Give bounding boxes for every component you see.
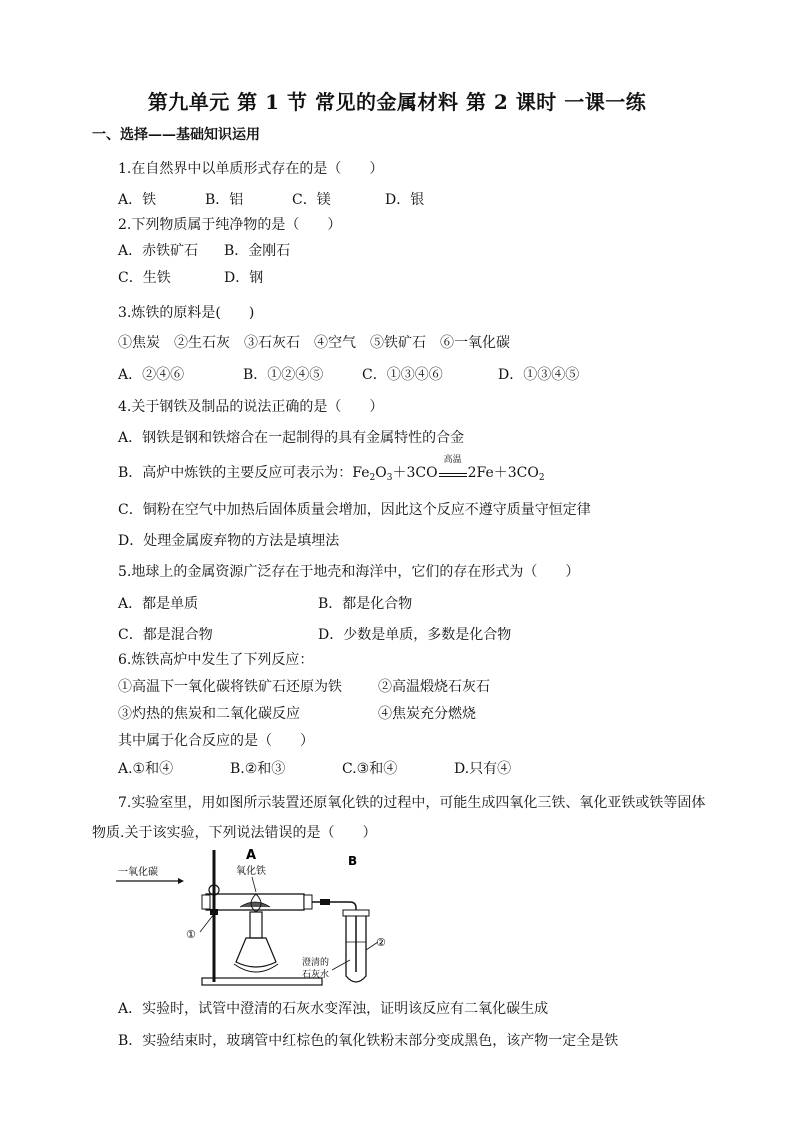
label-num-1: ① — [186, 928, 196, 941]
arrow-head — [178, 878, 184, 884]
fe2o3-pointer — [252, 877, 256, 892]
page-title: 第九单元 第 1 节 常见的金属材料 第 2 课时 一课一练 — [147, 90, 647, 114]
rubber-connector — [320, 899, 330, 905]
question-4-stem: 4.关于钢铁及制品的说法正确的是（ ） — [118, 399, 384, 415]
question-4-option-b — [118, 455, 545, 483]
figure-label-b: B — [348, 854, 358, 868]
question-6-option-a: A.①和④ — [118, 761, 174, 777]
question-2-option-b: B．金刚石 — [224, 243, 291, 259]
subscript: 2 — [369, 473, 376, 483]
limewater-label-line-2: 石灰水 — [302, 970, 330, 980]
formula-part: O — [375, 465, 387, 481]
question-1-option-c: C．镁 — [292, 192, 331, 208]
fe2o3-label: 氧化铁 — [236, 866, 266, 877]
figure-label-a: A — [246, 848, 257, 863]
question-5-option-a: A．都是单质 — [118, 596, 199, 612]
subscript: 3 — [386, 473, 393, 483]
question-3-option-d: D．①③④⑤ — [498, 367, 580, 383]
label-num-2: ② — [376, 936, 386, 949]
test-tube-stopper — [343, 910, 369, 916]
question-3-materials: ①焦炭 ②生石灰 ③石灰石 ④空气 ⑤铁矿石 ⑥一氧化碳 — [118, 335, 510, 351]
apparatus-diagram — [110, 842, 430, 990]
question-6-ask: 其中属于化合反应的是（ ） — [118, 733, 314, 749]
question-6-stem: 6.炼铁高炉中发生了下列反应： — [118, 652, 314, 668]
tube-stopper-right — [304, 895, 312, 909]
co-label: 一氧化碳 — [118, 867, 158, 878]
question-3-stem: 3.炼铁的原料是( ) — [118, 305, 255, 321]
question-5-option-d: D．少数是单质，多数是化合物 — [318, 627, 512, 643]
question-6-reaction-4: ④焦炭充分燃烧 — [378, 706, 476, 722]
iron-oxide-powder — [240, 902, 270, 907]
question-7-stem-line-1: 7.实验室里，用如图所示装置还原氧化铁的过程中，可能生成四氧化三铁、氧化亚铁或铁等固体 — [118, 795, 706, 811]
question-3-option-c: C．①③④⑥ — [362, 367, 443, 383]
formula-part: ＋3CO — [392, 465, 438, 481]
question-2-stem: 2.下列物质属于纯净物的是（ ） — [118, 217, 342, 233]
reaction-condition-label: 高温 — [443, 455, 462, 465]
section-heading: 一、选择——基础知识运用 — [92, 127, 260, 143]
wire-gauze-burner — [250, 912, 262, 938]
label-1-pointer — [200, 914, 214, 932]
question-1-stem: 1.在自然界中以单质形式存在的是（ ） — [118, 161, 384, 177]
question-6-option-c: C.③和④ — [342, 761, 398, 777]
question-6-reaction-2: ②高温煅烧石灰石 — [378, 679, 490, 695]
question-1-option-a: A．铁 — [118, 192, 157, 208]
question-7-option-b: B．实验结束时，玻璃管中红棕色的氧化铁粉末部分变成黑色，该产物一定全是铁 — [118, 1033, 619, 1049]
question-6-reaction-3: ③灼热的焦炭和二氧化碳反应 — [118, 706, 300, 722]
question-4-option-c: C．铜粉在空气中加热后固体质量会增加，因此这个反应不遵守质量守恒定律 — [118, 502, 591, 518]
question-3-option-b: B．①②④⑤ — [243, 367, 324, 383]
question-1-option-b: B．铝 — [205, 192, 244, 208]
question-6-reaction-1: ①高温下一氧化碳将铁矿石还原为铁 — [118, 679, 342, 695]
question-3-option-a: A．②④⑥ — [118, 367, 185, 383]
question-7-stem-line-2: 物质.关于该实验，下列说法错误的是（ ） — [92, 825, 377, 841]
question-6-option-b: B.②和③ — [230, 761, 286, 777]
question-4-option-a: A．钢铁是钢和铁熔合在一起制得的具有金属特性的合金 — [118, 430, 465, 446]
question-5-stem: 5.地球上的金属资源广泛存在于地壳和海洋中，它们的存在形式为（ ） — [118, 564, 580, 580]
question-5-option-c: C．都是混合物 — [118, 627, 213, 643]
subscript: 2 — [538, 473, 545, 483]
option-b-text: B．高炉中炼铁的主要反应可表示为：Fe — [118, 465, 370, 481]
limewater-pointer — [332, 960, 350, 970]
reaction-condition — [439, 455, 467, 477]
formula-part: 2Fe＋3CO — [467, 465, 539, 481]
question-2-option-a: A．赤铁矿石 — [118, 243, 199, 259]
equals-sign — [439, 473, 467, 477]
limewater-label-line-1: 澄清的 — [302, 958, 330, 968]
question-1-option-d: D．银 — [385, 192, 425, 208]
question-5-option-b: B．都是化合物 — [318, 596, 413, 612]
question-6-option-d: D.只有④ — [454, 761, 512, 777]
alcohol-lamp — [236, 938, 276, 967]
question-7-option-a: A．实验时，试管中澄清的石灰水变浑浊，证明该反应有二氧化碳生成 — [118, 1001, 549, 1017]
lamp-base — [234, 964, 278, 972]
question-4-option-d: D．处理金属废弃物的方法是填埋法 — [118, 533, 340, 549]
question-2-option-c: C．生铁 — [118, 270, 171, 286]
question-2-option-d: D．钢 — [224, 270, 264, 286]
tube-stopper-left — [202, 895, 210, 909]
